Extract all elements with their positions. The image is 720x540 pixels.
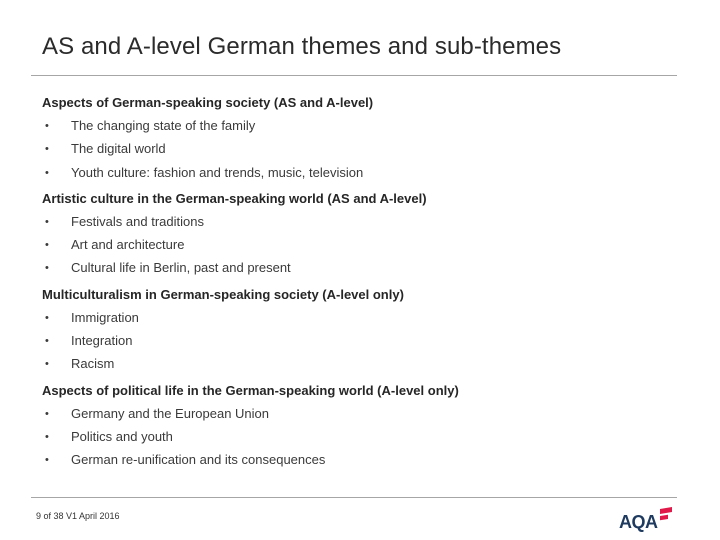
bullet-icon: • bbox=[45, 262, 49, 275]
list-item bbox=[42, 451, 682, 474]
list-item bbox=[42, 236, 682, 259]
list-item-text: Politics and youth bbox=[71, 428, 173, 444]
bullet-icon: • bbox=[45, 454, 49, 467]
list-item bbox=[42, 213, 682, 236]
theme-section bbox=[42, 382, 682, 475]
list-item bbox=[42, 428, 682, 451]
aqa-logo-mark-icon bbox=[659, 507, 673, 528]
sub-theme-list bbox=[42, 117, 682, 187]
theme-section bbox=[42, 190, 682, 283]
footer-page-info: 9 of 38 V1 April 2016 bbox=[36, 511, 120, 521]
list-item-text: Cultural life in Berlin, past and present bbox=[71, 260, 291, 276]
list-item bbox=[42, 405, 682, 428]
footer-divider bbox=[31, 497, 677, 498]
bullet-icon: • bbox=[45, 215, 49, 228]
bullet-icon: • bbox=[45, 335, 49, 348]
list-item bbox=[42, 117, 682, 140]
list-item-text: Art and architecture bbox=[71, 237, 185, 253]
bullet-icon: • bbox=[45, 311, 49, 324]
page-title: AS and A-level German themes and sub-themes bbox=[42, 33, 562, 60]
section-heading: Aspects of political life in the German-speaking world (A-level only) bbox=[42, 382, 459, 398]
bullet-icon: • bbox=[45, 430, 49, 443]
themes-content bbox=[42, 94, 682, 478]
theme-section bbox=[42, 286, 682, 379]
list-item-text: Festivals and traditions bbox=[71, 213, 204, 229]
bullet-icon: • bbox=[45, 120, 49, 132]
section-heading: Aspects of German-speaking society (AS and A-level) bbox=[42, 95, 374, 110]
list-item-text: Youth culture: fashion and trends, music, television bbox=[71, 164, 364, 180]
sub-theme-list bbox=[42, 213, 682, 283]
bullet-icon: • bbox=[45, 166, 49, 179]
list-item bbox=[42, 309, 682, 332]
list-item bbox=[42, 355, 682, 378]
list-item bbox=[42, 332, 682, 355]
sub-theme-list bbox=[42, 309, 682, 379]
bullet-icon: • bbox=[45, 358, 49, 371]
bullet-icon: • bbox=[45, 143, 49, 156]
theme-section bbox=[42, 94, 682, 187]
list-item-text: Immigration bbox=[71, 309, 139, 325]
section-heading: Multiculturalism in German-speaking society (A-level only) bbox=[42, 286, 404, 302]
sub-theme-list bbox=[42, 405, 682, 475]
aqa-logo bbox=[619, 509, 673, 531]
bullet-icon: • bbox=[45, 239, 49, 252]
list-item-text: German re-unification and its consequences bbox=[71, 452, 326, 468]
list-item-text: The changing state of the family bbox=[71, 118, 256, 133]
list-item-text: The digital world bbox=[71, 141, 166, 157]
list-item bbox=[42, 164, 682, 187]
list-item bbox=[42, 140, 682, 163]
list-item-text: Racism bbox=[71, 356, 115, 372]
title-divider bbox=[31, 75, 677, 76]
list-item-text: Germany and the European Union bbox=[71, 405, 270, 421]
list-item-text: Integration bbox=[71, 333, 133, 349]
logo-text: AQA bbox=[619, 512, 658, 532]
section-heading: Artistic culture in the German-speaking world (AS and A-level) bbox=[42, 190, 427, 206]
bullet-icon: • bbox=[45, 407, 49, 420]
list-item bbox=[42, 259, 682, 282]
